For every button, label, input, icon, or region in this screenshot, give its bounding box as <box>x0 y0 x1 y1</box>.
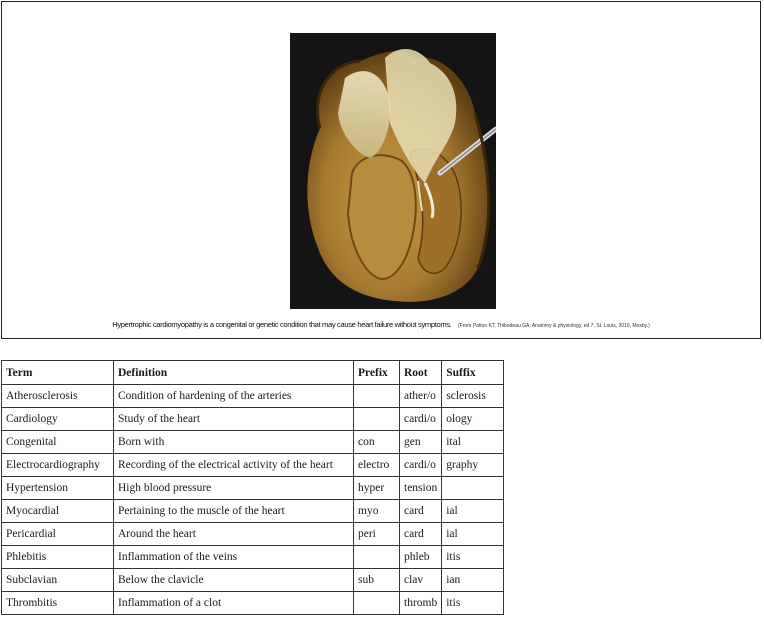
cell-definition: Recording of the electrical activity of the heart <box>114 454 354 477</box>
cell-term: Congenital <box>2 431 114 454</box>
figure-box <box>1 1 761 339</box>
table-row <box>2 454 504 477</box>
cell-prefix <box>354 385 400 408</box>
cell-definition: Pertaining to the muscle of the heart <box>114 500 354 523</box>
cell-root: thromb <box>400 592 442 615</box>
cell-root: clav <box>400 569 442 592</box>
cell-prefix <box>354 546 400 569</box>
cell-root: ather/o <box>400 385 442 408</box>
cell-suffix <box>442 477 504 500</box>
caption-text: Hypertrophic cardiomyopathy is a congenital or genetic condition that may cause heart failure without symptoms. <box>112 320 452 329</box>
table-row <box>2 523 504 546</box>
cell-suffix: ology <box>442 408 504 431</box>
cell-term: Phlebitis <box>2 546 114 569</box>
cell-definition: Inflammation of a clot <box>114 592 354 615</box>
cell-definition: Below the clavicle <box>114 569 354 592</box>
cell-definition: Study of the heart <box>114 408 354 431</box>
header-prefix: Prefix <box>354 361 400 385</box>
table-row <box>2 477 504 500</box>
header-definition: Definition <box>114 361 354 385</box>
cell-prefix <box>354 408 400 431</box>
cell-definition: Around the heart <box>114 523 354 546</box>
cell-suffix: ial <box>442 523 504 546</box>
cell-suffix: sclerosis <box>442 385 504 408</box>
cell-root: cardi/o <box>400 408 442 431</box>
table-row <box>2 500 504 523</box>
cell-term: Cardiology <box>2 408 114 431</box>
cell-term: Pericardial <box>2 523 114 546</box>
heart-illustration <box>290 33 496 309</box>
cell-prefix: sub <box>354 569 400 592</box>
cell-definition: Born with <box>114 431 354 454</box>
cell-suffix: graphy <box>442 454 504 477</box>
cell-root: card <box>400 500 442 523</box>
cell-prefix <box>354 592 400 615</box>
cell-term: Atherosclerosis <box>2 385 114 408</box>
cell-prefix: hyper <box>354 477 400 500</box>
cell-definition: High blood pressure <box>114 477 354 500</box>
cell-term: Thrombitis <box>2 592 114 615</box>
table-row <box>2 408 504 431</box>
header-term: Term <box>2 361 114 385</box>
cell-root: gen <box>400 431 442 454</box>
cell-definition: Inflammation of the veins <box>114 546 354 569</box>
cell-suffix: ial <box>442 500 504 523</box>
caption-source: (From Patton KT, Thibodeau GA: Anatomy & physiology, ed 7, St. Louis, 2010, Mosby.) <box>458 323 650 329</box>
cell-term: Hypertension <box>2 477 114 500</box>
cell-prefix: con <box>354 431 400 454</box>
cell-root: card <box>400 523 442 546</box>
cell-definition: Condition of hardening of the arteries <box>114 385 354 408</box>
cell-prefix: myo <box>354 500 400 523</box>
table-row <box>2 569 504 592</box>
header-root: Root <box>400 361 442 385</box>
table-row <box>2 385 504 408</box>
heart-specimen-photo <box>290 33 496 309</box>
cell-term: Electrocardiography <box>2 454 114 477</box>
cell-root: tension <box>400 477 442 500</box>
cell-root: cardi/o <box>400 454 442 477</box>
figure-caption <box>2 314 760 332</box>
table-row <box>2 592 504 615</box>
cell-prefix: peri <box>354 523 400 546</box>
cell-suffix: itis <box>442 546 504 569</box>
header-suffix: Suffix <box>442 361 504 385</box>
medical-terms-table <box>1 360 504 615</box>
cell-suffix: ital <box>442 431 504 454</box>
table-row <box>2 431 504 454</box>
cell-suffix: ian <box>442 569 504 592</box>
cell-term: Subclavian <box>2 569 114 592</box>
cell-prefix: electro <box>354 454 400 477</box>
table-row <box>2 546 504 569</box>
cell-term: Myocardial <box>2 500 114 523</box>
cell-root: phleb <box>400 546 442 569</box>
cell-suffix: itis <box>442 592 504 615</box>
table-header-row <box>2 361 504 385</box>
